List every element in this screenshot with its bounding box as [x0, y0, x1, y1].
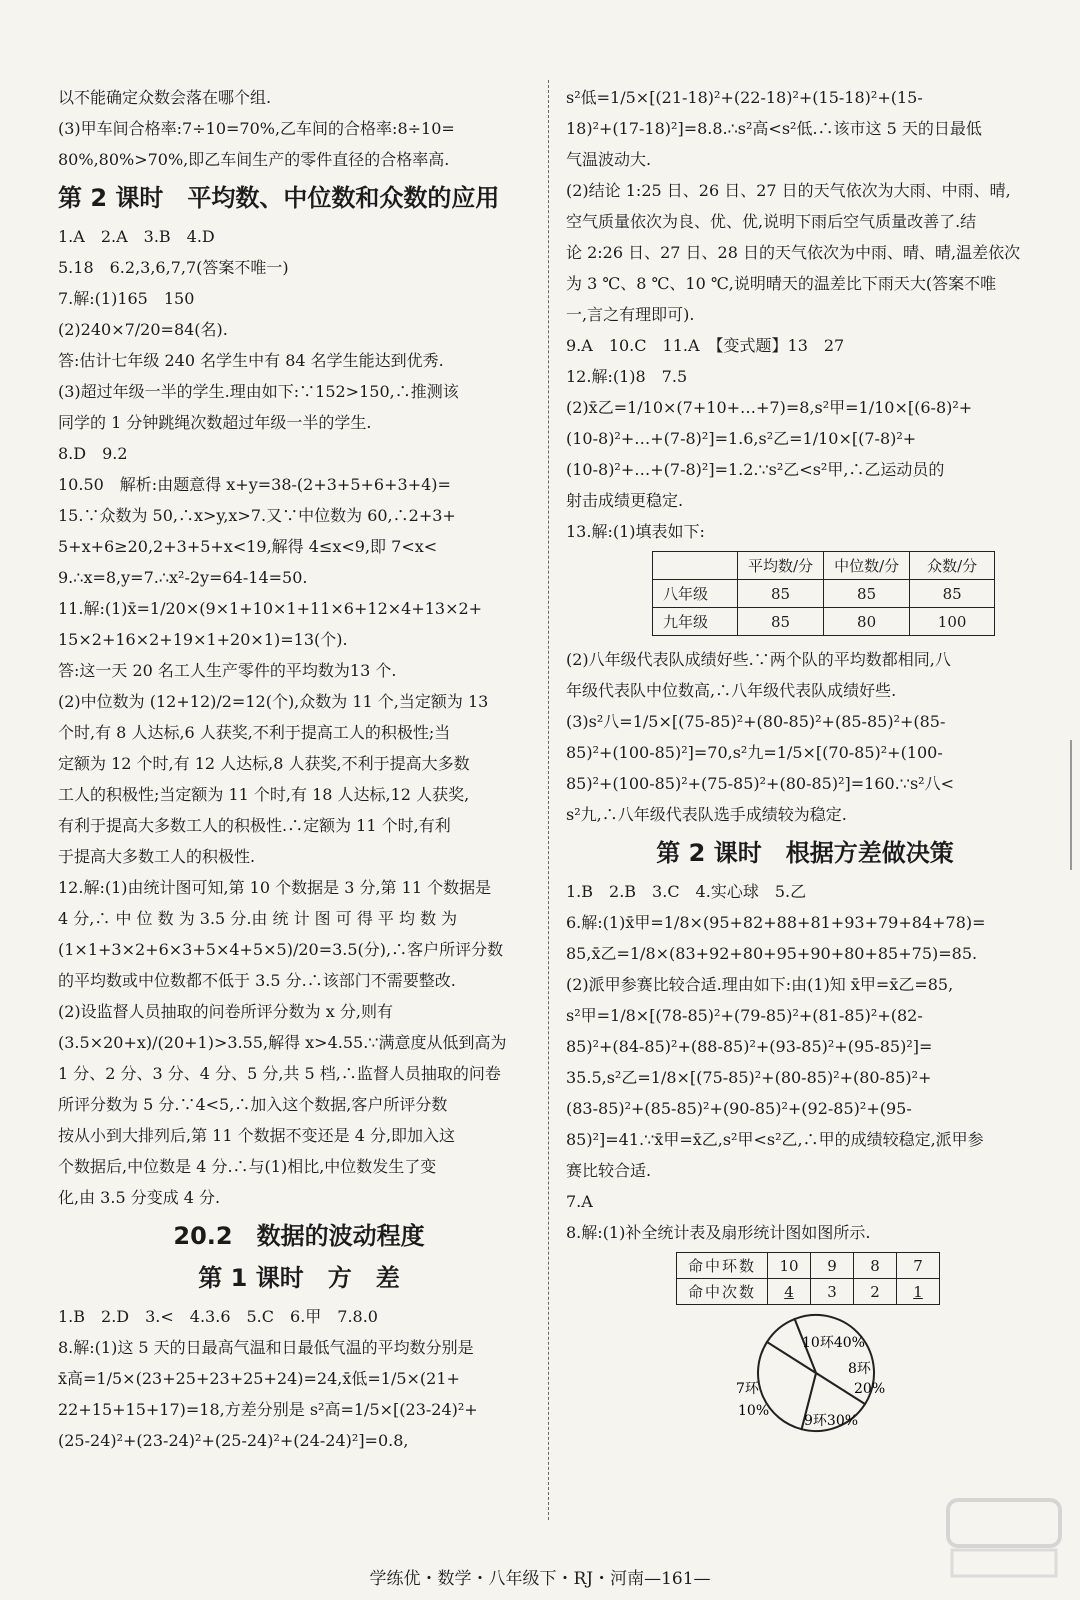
- text-line: 8.解:(1)这 5 天的日最高气温和日最低气温的平均数分别是: [58, 1338, 474, 1357]
- table-cell: 80: [824, 608, 910, 636]
- text-line: (3)s²八=1/5×[(75-85)²+(80-85)²+(85-85)²+(85-: [566, 712, 946, 731]
- text-line: (3.5×20+x)/(20+1)>3.55,解得 x>4.55.∵满意度从低到高为: [58, 1033, 507, 1052]
- table-row: [677, 1279, 940, 1305]
- table-cell: 中位数/分: [824, 552, 910, 580]
- text-line: (2)八年级代表队成绩好些.∵两个队的平均数都相同,八: [566, 650, 951, 669]
- table-cell: [768, 1279, 811, 1305]
- text-line: 12.解:(1)8 7.5: [566, 367, 688, 386]
- text-line: 所评分数为 5 分.∵4<5,∴加入这个数据,客户所评分数: [58, 1095, 448, 1114]
- watermark-logo: [944, 1492, 1064, 1582]
- text-line: 工人的积极性;当定额为 11 个时,有 18 人达标,12 人获奖,: [58, 785, 470, 804]
- pie-label: 8环: [848, 1361, 871, 1377]
- text-line: 7.A: [566, 1192, 593, 1211]
- pie-label: 10环40%: [802, 1335, 865, 1351]
- text-line: 按从小到大排列后,第 11 个数据不变还是 4 分,即加入这: [58, 1126, 456, 1145]
- text-line: 6.解:(1)x̄甲=1/8×(95+82+88+81+93+79+84+78)=: [566, 913, 986, 932]
- table-cell: 85: [738, 580, 824, 608]
- text-line: (10-8)²+…+(7-8)²]=1.2.∵s²乙<s²甲,∴乙运动员的: [566, 460, 945, 479]
- text-line: (2)设监督人员抽取的问卷所评分数为 x 分,则有: [58, 1002, 393, 1021]
- table-cell: 命中环数: [677, 1253, 768, 1279]
- text-line: 9.∴x=8,y=7.∴x²-2y=64-14=50.: [58, 568, 308, 587]
- text-line: 35.5,s²乙=1/8×[(75-85)²+(80-85)²+(80-85)²+: [566, 1068, 932, 1087]
- text-line: 赛比较合适.: [566, 1161, 652, 1180]
- text-line: 论 2:26 日、27 日、28 日的天气依次为中雨、晴、晴,温差依次: [566, 243, 1021, 262]
- text-line: 个数据后,中位数是 4 分.∴与(1)相比,中位数发生了变: [58, 1157, 437, 1176]
- text-line: 答:估计七年级 240 名学生中有 84 名学生能达到优秀.: [58, 351, 444, 370]
- table-cell: 平均数/分: [738, 552, 824, 580]
- text-line: 15×2+16×2+19×1+20×1)=13(个).: [58, 630, 348, 649]
- table-cell: 2: [854, 1279, 897, 1305]
- right-column-bottom: [566, 644, 1044, 1248]
- text-line: 22+15+15+17)=18,方差分别是 s²高=1/5×[(23-24)²+: [58, 1400, 478, 1419]
- text-line: 80%,80%>70%,即乙车间生产的零件直径的合格率高.: [58, 150, 450, 169]
- text-line: 有利于提高大多数工人的积极性.∴定额为 11 个时,有利: [58, 816, 451, 835]
- text-line: (3)甲车间合格率:7÷10=70%,乙车间的合格率:8÷10=: [58, 119, 455, 138]
- pie-chart: [716, 1311, 1044, 1445]
- section-heading: 第 2 课时 平均数、中位数和众数的应用: [58, 184, 500, 212]
- text-line: (3)超过年级一半的学生.理由如下:∵152>150,∴推测该: [58, 382, 459, 401]
- text-line: 射击成绩更稳定.: [566, 491, 684, 510]
- section-heading: 第 1 课时 方 差: [198, 1264, 400, 1292]
- pie-label: 20%: [854, 1381, 886, 1397]
- text-line: 15.∵众数为 50,∴x>y,x>7.又∵中位数为 60,∴2+3+: [58, 506, 456, 525]
- text-line: 85)²+(100-85)²]=70,s²九=1/5×[(70-85)²+(100-: [566, 743, 943, 762]
- text-line: 7.解:(1)165 150: [58, 289, 195, 308]
- table-row: [653, 608, 995, 636]
- table-cell: 九年级: [653, 608, 738, 636]
- text-line: (2)结论 1:25 日、26 日、27 日的天气依次为大雨、中雨、晴,: [566, 181, 1011, 200]
- pie-label: 10%: [738, 1403, 770, 1419]
- text-line: 定额为 12 个时,有 12 人达标,8 人获奖,不利于提高大多数: [58, 754, 470, 773]
- table-cell: [897, 1279, 940, 1305]
- text-line: (2)x̄乙=1/10×(7+10+…+7)=8,s²甲=1/10×[(6-8)²+: [566, 398, 973, 417]
- table-cell: 85: [910, 580, 995, 608]
- text-line: 1.B 2.B 3.C 4.实心球 5.乙: [566, 882, 807, 901]
- table-cell: 85: [824, 580, 910, 608]
- text-line: 1 分、2 分、3 分、4 分、5 分,共 5 档,∴监督人员抽取的问卷: [58, 1064, 501, 1083]
- text-line: 1.B 2.D 3.< 4.3.6 5.C 6.甲 7.8.0: [58, 1307, 378, 1326]
- right-column: [566, 82, 1044, 1445]
- text-line: 为 3 ℃、8 ℃、10 ℃,说明晴天的温差比下雨天大(答案不唯: [566, 274, 997, 293]
- table-cell: 7: [897, 1253, 940, 1279]
- pie-label: 7环: [736, 1381, 759, 1397]
- text-line: 8.解:(1)补全统计表及扇形统计图如图所示.: [566, 1223, 871, 1242]
- column-divider: [548, 80, 549, 1520]
- text-line: 85)²+(84-85)²+(88-85)²+(93-85)²+(95-85)²]=: [566, 1037, 933, 1056]
- right-column-top: [566, 82, 1044, 547]
- text-line: 5.18 6.2,3,6,7,7(答案不唯一): [58, 258, 289, 277]
- text-line: 9.A 10.C 11.A 【变式题】13 27: [566, 336, 845, 355]
- table-row: [653, 580, 995, 608]
- text-line: 11.解:(1)x̄=1/20×(9×1+10×1+11×6+12×4+13×2+: [58, 599, 483, 618]
- table-cell: [653, 552, 738, 580]
- text-line: s²九,∴八年级代表队选手成绩较为稳定.: [566, 805, 847, 824]
- text-line: (2)240×7/20=84(名).: [58, 320, 228, 339]
- text-line: (2)派甲参赛比较合适.理由如下:由(1)知 x̄甲=x̄乙=85,: [566, 975, 954, 994]
- text-line: 以不能确定众数会落在哪个组.: [58, 88, 272, 107]
- text-line: 13.解:(1)填表如下:: [566, 522, 705, 541]
- text-line: 1.A 2.A 3.B 4.D: [58, 227, 215, 246]
- text-line: 空气质量依次为良、优、优,说明下雨后空气质量改善了.结: [566, 212, 977, 231]
- table-row: [677, 1253, 940, 1279]
- table-cell: 100: [910, 608, 995, 636]
- table-cell: 八年级: [653, 580, 738, 608]
- text-line: 8.D 9.2: [58, 444, 128, 463]
- text-line: 化,由 3.5 分变成 4 分.: [58, 1188, 221, 1207]
- filled-answer: 4: [784, 1282, 794, 1301]
- pie-label: 9环30%: [804, 1413, 859, 1429]
- text-line: 于提高大多数工人的积极性.: [58, 847, 256, 866]
- pie-svg: [716, 1311, 916, 1441]
- page-footer: 学练优・数学・八年级下・RJ・河南—161—: [369, 1569, 711, 1589]
- text-line: (1×1+3×2+6×3+5×4+5×5)/20=3.5(分),∴客户所评分数: [58, 940, 504, 959]
- table-cell: 8: [854, 1253, 897, 1279]
- text-line: 气温波动大.: [566, 150, 652, 169]
- text-line: 的平均数或中位数都不低于 3.5 分.∴该部门不需要整改.: [58, 971, 456, 990]
- filled-answer: 1: [913, 1282, 923, 1301]
- left-column: [58, 82, 540, 1456]
- hits-table: [676, 1252, 940, 1305]
- text-line: 4 分,∴ 中 位 数 为 3.5 分.由 统 计 图 可 得 平 均 数 为: [58, 909, 458, 928]
- table-cell: 3: [811, 1279, 854, 1305]
- text-line: 85)²]=41.∵x̄甲=x̄乙,s²甲<s²乙,∴甲的成绩较稳定,派甲参: [566, 1130, 984, 1149]
- text-line: (83-85)²+(85-85)²+(90-85)²+(92-85)²+(95-: [566, 1099, 912, 1118]
- table-cell: 命中次数: [677, 1279, 768, 1305]
- text-line: (25-24)²+(23-24)²+(25-24)²+(24-24)²]=0.8,: [58, 1431, 409, 1450]
- text-line: (2)中位数为 (12+12)/2=12(个),众数为 11 个,当定额为 13: [58, 692, 489, 711]
- edge-mark: [1070, 740, 1080, 870]
- text-line: 年级代表队中位数高,∴八年级代表队成绩好些.: [566, 681, 897, 700]
- section-heading: 20.2 数据的波动程度: [173, 1222, 425, 1250]
- table-cell: 85: [738, 608, 824, 636]
- text-line: 18)²+(17-18)²]=8.8.∴s²高<s²低.∴该市这 5 天的日最低: [566, 119, 982, 138]
- text-line: (10-8)²+…+(7-8)²]=1.6,s²乙=1/10×[(7-8)²+: [566, 429, 917, 448]
- text-line: 12.解:(1)由统计图可知,第 10 个数据是 3 分,第 11 个数据是: [58, 878, 492, 897]
- text-line: 个时,有 8 人达标,6 人获奖,不利于提高工人的积极性;当: [58, 723, 451, 742]
- text-line: 答:这一天 20 名工人生产零件的平均数为13 个.: [58, 661, 397, 680]
- text-line: s²甲=1/8×[(78-85)²+(79-85)²+(81-85)²+(82-: [566, 1006, 923, 1025]
- table-cell: 众数/分: [910, 552, 995, 580]
- text-line: 85)²+(100-85)²+(75-85)²+(80-85)²]=160.∵s²八<: [566, 774, 954, 793]
- text-line: 同学的 1 分钟跳绳次数超过年级一半的学生.: [58, 413, 372, 432]
- text-line: 一,言之有理即可).: [566, 305, 695, 324]
- text-line: 85,x̄乙=1/8×(83+92+80+95+90+80+85+75)=85.: [566, 944, 978, 963]
- table-cell: 9: [811, 1253, 854, 1279]
- text-line: 10.50 解析:由题意得 x+y=38-(2+3+5+6+3+4)=: [58, 475, 451, 494]
- text-line: 5+x+6≥20,2+3+5+x<19,解得 4≤x<9,即 7<x<: [58, 537, 438, 556]
- score-table-header: [653, 552, 995, 580]
- score-table: [652, 551, 995, 636]
- text-line: s²低=1/5×[(21-18)²+(22-18)²+(15-18)²+(15-: [566, 88, 923, 107]
- section-heading: 第 2 课时 根据方差做决策: [656, 839, 954, 867]
- table-cell: 10: [768, 1253, 811, 1279]
- text-line: x̄高=1/5×(23+25+23+25+24)=24,x̄低=1/5×(21+: [58, 1369, 460, 1388]
